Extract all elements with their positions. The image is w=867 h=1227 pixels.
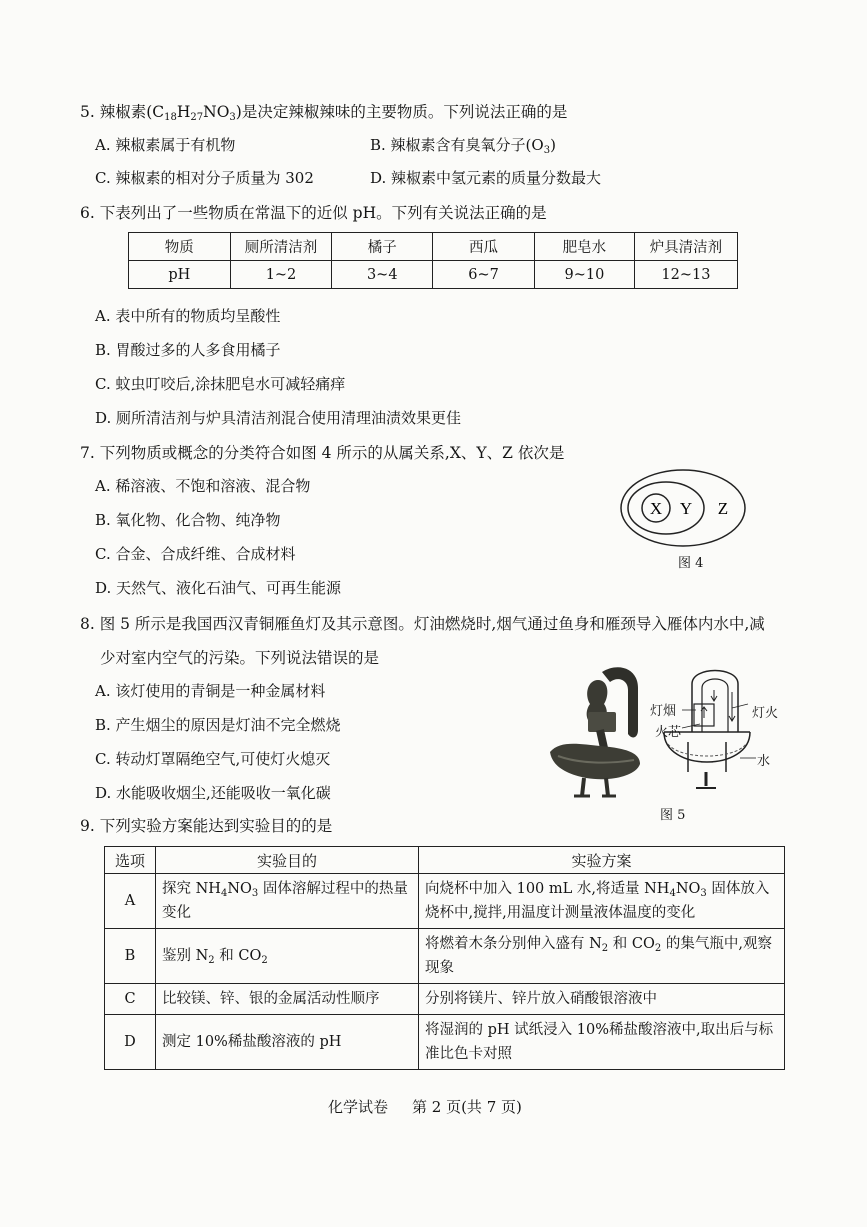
footer-subject: 化学试卷 — [328, 1098, 389, 1116]
footer-page-number: 第 2 页(共 7 页) — [412, 1098, 522, 1116]
q7-option-a: A. 稀溶液、不饱和溶液、混合物 — [95, 477, 311, 495]
set-y-ellipse — [628, 482, 704, 534]
row-option: C — [105, 984, 156, 1015]
q7-option-b: B. 氧化物、化合物、纯净物 — [95, 511, 281, 529]
ph-table-cell: 1~2 — [230, 261, 332, 289]
ph-table-cell: 3~4 — [332, 261, 433, 289]
row-option: D — [105, 1015, 156, 1070]
ph-table-header-row — [129, 233, 738, 261]
ph-table-cell: 9~10 — [534, 261, 634, 289]
row-option: B — [105, 929, 156, 984]
row-plan: 分别将镁片、锌片放入硝酸银溶液中 — [419, 984, 785, 1015]
figure-4-caption: 图 4 — [678, 556, 704, 571]
ph-table-row — [129, 261, 738, 289]
ph-table-header: 橘子 — [332, 233, 433, 261]
row-purpose: 探究 $NH_4NO_3$ 固体溶解过程中的热量变化 — [156, 874, 419, 929]
row-plan: 向烧杯中加入 100 mL 水,将适量 $NH_4NO_3$ 固体放入烧杯中,搅拌,用温度计测量液体温度的变化 — [419, 874, 785, 929]
label-wick: 火芯 — [655, 725, 682, 740]
table-row — [105, 1015, 785, 1070]
row-purpose: 比较镁、锌、银的金属活动性顺序 — [156, 984, 419, 1015]
ph-table-header: 肥皂水 — [534, 233, 634, 261]
header-plan: 实验方案 — [419, 847, 785, 874]
question-6-stem: 6. 下表列出了一些物质在常温下的近似 pH。下列有关说法正确的是 — [80, 204, 547, 222]
q8-option-d: D. 水能吸收烟尘,还能吸收一氧化碳 — [95, 784, 331, 802]
q5-option-a: A. 辣椒素属于有机物 — [95, 136, 236, 154]
ph-table-cell: 12~13 — [634, 261, 737, 289]
question-7-stem: 7. 下列物质或概念的分类符合如图 4 所示的从属关系,X、Y、Z 依次是 — [80, 444, 565, 462]
table-row — [105, 984, 785, 1015]
experiment-table-header-row — [105, 847, 785, 874]
q6-option-d: D. 厕所清洁剂与炉具清洁剂混合使用清理油渍效果更佳 — [95, 409, 462, 427]
figure-5-caption: 图 5 — [660, 808, 686, 823]
table-row — [105, 874, 785, 929]
q6-option-a: A. 表中所有的物质均呈酸性 — [95, 307, 281, 325]
q6-option-c: C. 蚊虫叮咬后,涂抹肥皂水可减轻痛痒 — [95, 375, 346, 393]
q5-option-d: D. 辣椒素中氢元素的质量分数最大 — [370, 169, 602, 187]
label-lamp-fire: 灯火 — [752, 706, 779, 721]
question-9-stem: 9. 下列实验方案能达到实验目的的是 — [80, 817, 333, 835]
q8-option-a: A. 该灯使用的青铜是一种金属材料 — [95, 682, 326, 700]
ph-table — [128, 232, 738, 289]
bronze-goose-fish-lamp-image — [540, 660, 650, 800]
row-purpose: 鉴别 $N_2$ 和 $CO_2$ — [156, 929, 419, 984]
ph-table-header: 厕所清洁剂 — [230, 233, 332, 261]
question-8-stem-line2: 少对室内空气的污染。下列说法错误的是 — [100, 649, 380, 667]
label-water: 水 — [757, 754, 771, 769]
row-plan: 将燃着木条分别伸入盛有 $N_2$ 和 $CO_2$ 的集气瓶中,观察现象 — [419, 929, 785, 984]
row-purpose: 测定 10%稀盐酸溶液的 pH — [156, 1015, 419, 1070]
question-8-stem-line1: 8. 图 5 所示是我国西汉青铜雁鱼灯及其示意图。灯油燃烧时,烟气通过鱼身和雁颈导入雁体内水中,减 — [80, 615, 765, 633]
q8-option-c: C. 转动灯罩隔绝空气,可使灯火熄灭 — [95, 750, 331, 768]
question-5-stem: 5. 辣椒素$(C_{18}H_{27}NO_3)$是决定辣椒辣味的主要物质。下列说法正确的是 — [80, 103, 568, 123]
set-y-label: Y — [679, 499, 693, 518]
q7-option-d: D. 天然气、液化石油气、可再生能源 — [95, 579, 342, 597]
header-purpose: 实验目的 — [156, 847, 419, 874]
set-z-label: Z — [717, 499, 729, 518]
table-row — [105, 929, 785, 984]
ph-table-header: 炉具清洁剂 — [634, 233, 737, 261]
q8-option-b: B. 产生烟尘的原因是灯油不完全燃烧 — [95, 716, 341, 734]
experiment-table — [104, 846, 785, 1070]
q7-option-c: C. 合金、合成纤维、合成材料 — [95, 545, 296, 563]
header-option: 选项 — [105, 847, 156, 874]
ph-table-cell: pH — [129, 261, 231, 289]
row-plan: 将湿润的 pH 试纸浸入 10%稀盐酸溶液中,取出后与标准比色卡对照 — [419, 1015, 785, 1070]
ph-table-header: 西瓜 — [433, 233, 535, 261]
q6-option-b: B. 胃酸过多的人多食用橘子 — [95, 341, 281, 359]
label-lamp-smoke: 灯烟 — [650, 704, 677, 719]
ph-table-header: 物质 — [129, 233, 231, 261]
q5-option-b: B. 辣椒素含有臭氧分子$(O_3)$ — [370, 136, 556, 156]
set-x-label: X — [649, 499, 663, 518]
q5-option-c: C. 辣椒素的相对分子质量为 302 — [95, 169, 314, 187]
row-option: A — [105, 874, 156, 929]
ph-table-cell: 6~7 — [433, 261, 535, 289]
